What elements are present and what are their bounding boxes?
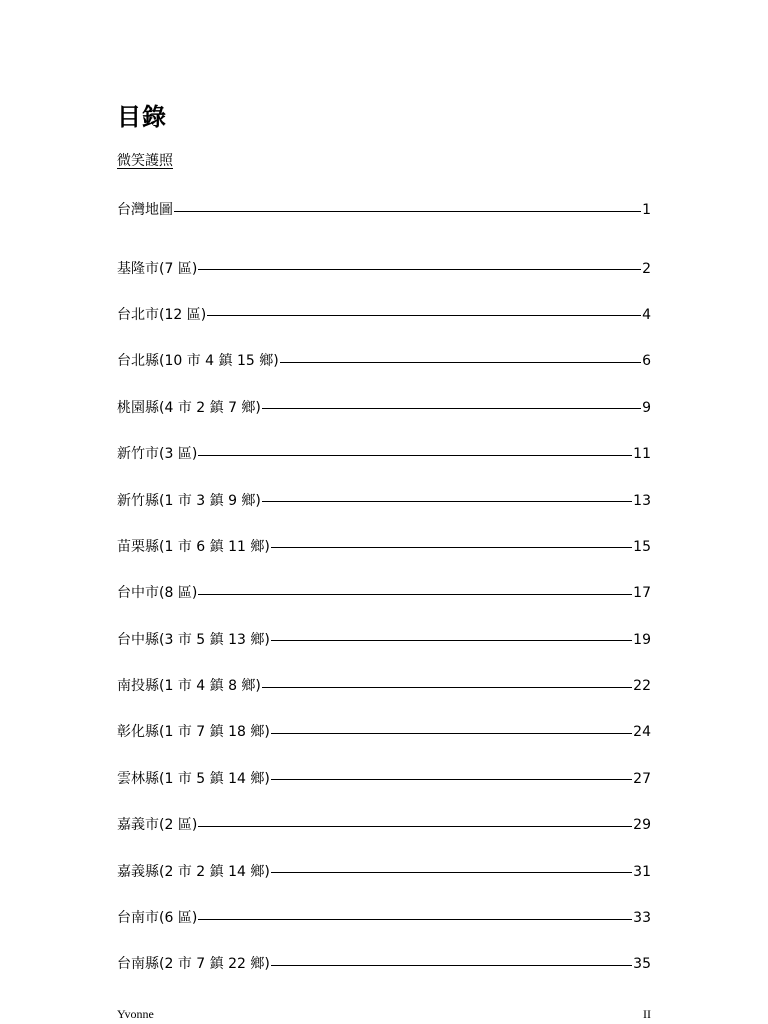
- toc-entry-page-number: 4: [642, 306, 651, 323]
- toc-leader-line: [198, 594, 632, 595]
- toc-entry[interactable]: [117, 338, 651, 384]
- toc-entry[interactable]: [117, 570, 651, 616]
- toc-entry-page-number: 19: [633, 631, 651, 648]
- toc-leader-line: [262, 408, 641, 409]
- toc-entry-page-number: 29: [633, 817, 651, 834]
- toc-entry-label: 嘉義縣(2 市 2 鎮 14 鄉): [117, 863, 270, 880]
- toc-entry[interactable]: [117, 617, 651, 663]
- toc-entry-page-number: 9: [642, 399, 651, 416]
- toc-leader-line: [271, 965, 632, 966]
- toc-entry[interactable]: [117, 477, 651, 523]
- toc-entry-page-number: 22: [633, 678, 651, 695]
- footer-author: Yvonne: [117, 1007, 154, 1021]
- toc-leader-line: [271, 547, 632, 548]
- toc-entry-label: 彰化縣(1 市 7 鎮 18 鄉): [117, 724, 270, 741]
- toc-entry-label: 桃園縣(4 市 2 鎮 7 鄉): [117, 399, 261, 416]
- toc-leader-line: [174, 211, 641, 212]
- footer-page-number: II: [643, 1007, 651, 1021]
- toc-entry-label: 台北市(12 區): [117, 306, 207, 323]
- toc-entry-page-number: 13: [633, 492, 651, 509]
- toc-entry-label: 台中市(8 區): [117, 585, 198, 602]
- toc-entry[interactable]: [117, 431, 651, 477]
- toc-entry[interactable]: [117, 848, 651, 894]
- toc-leader-line: [262, 501, 632, 502]
- toc-leader-line: [198, 919, 632, 920]
- toc-entry-label: 苗栗縣(1 市 6 鎮 11 鄉): [117, 538, 270, 555]
- toc-entry-label: 台北縣(10 市 4 鎮 15 鄉): [117, 353, 279, 370]
- page-footer: [117, 1006, 651, 1022]
- toc-entry[interactable]: [117, 292, 651, 338]
- toc-entry[interactable]: [117, 245, 651, 291]
- toc-leader-line: [280, 362, 641, 363]
- toc-leader-line: [271, 640, 632, 641]
- toc-entry[interactable]: [117, 756, 651, 802]
- toc-entry[interactable]: [117, 524, 651, 570]
- toc-leader-line: [198, 269, 641, 270]
- toc-entry-label: 南投縣(1 市 4 鎮 8 鄉): [117, 678, 261, 695]
- toc-entry-label: 台南市(6 區): [117, 910, 198, 927]
- toc-entry-page-number: 33: [633, 910, 651, 927]
- toc-entry-label: 新竹縣(1 市 3 鎮 9 鄉): [117, 492, 261, 509]
- toc-leader-line: [271, 733, 632, 734]
- toc-leader-line: [198, 455, 632, 456]
- toc-entry-label: 嘉義市(2 區): [117, 817, 198, 834]
- toc-entry-page-number: 6: [642, 353, 651, 370]
- toc-entry-page-number: 1: [642, 202, 651, 218]
- toc-entry-page-number: 27: [633, 770, 651, 787]
- page-title: 目錄: [117, 103, 167, 131]
- toc-entry-page-number: 2: [642, 260, 651, 277]
- toc-entry-page-number: 35: [633, 956, 651, 973]
- toc-entry-page-number: 15: [633, 538, 651, 555]
- toc-leader-line: [262, 687, 632, 688]
- toc-entry-label: 雲林縣(1 市 5 鎮 14 鄉): [117, 770, 270, 787]
- toc-leader-line: [207, 315, 641, 316]
- toc-leader-line: [271, 872, 632, 873]
- document-subtitle: 微笑護照: [117, 153, 173, 169]
- table-of-contents: [117, 199, 651, 988]
- toc-entry-page-number: 24: [633, 724, 651, 741]
- toc-entry-label: 台中縣(3 市 5 鎮 13 鄉): [117, 631, 270, 648]
- toc-entry-label: 台南縣(2 市 7 鎮 22 鄉): [117, 956, 270, 973]
- toc-entry[interactable]: [117, 709, 651, 755]
- toc-entry-label: 台灣地圖: [117, 202, 173, 218]
- toc-entry-page-number: 17: [633, 585, 651, 602]
- toc-entry[interactable]: [117, 385, 651, 431]
- toc-entry-label: 新竹市(3 區): [117, 446, 198, 463]
- toc-entry[interactable]: [117, 802, 651, 848]
- toc-entry[interactable]: [117, 199, 651, 221]
- toc-entry-page-number: 31: [633, 863, 651, 880]
- toc-leader-line: [271, 779, 632, 780]
- toc-entry[interactable]: [117, 941, 651, 987]
- toc-entry-label: 基隆市(7 區): [117, 260, 198, 277]
- toc-leader-line: [198, 826, 632, 827]
- toc-entry[interactable]: [117, 663, 651, 709]
- toc-entry[interactable]: [117, 895, 651, 941]
- toc-entry-page-number: 11: [633, 446, 651, 463]
